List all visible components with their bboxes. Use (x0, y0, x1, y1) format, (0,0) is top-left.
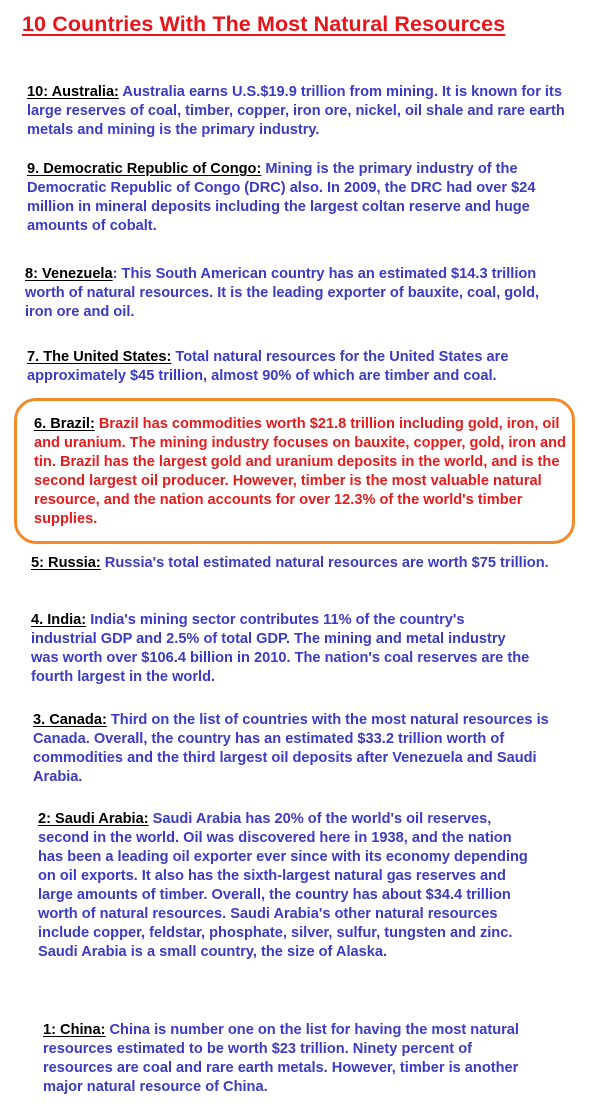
entry-body: Total natural resources for the United States are approximately $45 trillion, almost 90% of which are timber and coal. (27, 349, 509, 384)
entry-heading: 10: Australia: (27, 84, 119, 100)
entry-united-states (27, 348, 567, 386)
entry-australia (27, 83, 567, 140)
entry-body: Russia's total estimated natural resources are worth $75 trillion. (100, 555, 549, 571)
entry-heading: 1: China: (43, 1022, 106, 1038)
entry-heading: 6. Brazil: (34, 416, 95, 432)
entry-heading: 4. India: (31, 612, 87, 628)
entry-india (31, 611, 531, 687)
entry-body: Brazil has commodities worth $21.8 trillion including gold, iron, oil and uranium. The mining industry focuses on bauxite, copper, gold, iron and tin. Brazil has the largest gold and uranium deposits in the world, and is the second largest oil producer. However, timber is the most valuable natural resource, and the nation accounts for over 12.3% of the world's timber supplies. (34, 416, 566, 527)
entry-body: Third on the list of countries with the most natural resources is Canada. Overall, the country has an estimated $33.2 trillion worth of commodities and the third largest oil deposits after Venezuela and Saudi Arabia. (33, 712, 549, 785)
entry-china (43, 1021, 523, 1097)
entry-heading: 8: Venezuela (25, 266, 113, 282)
entry-saudi-arabia (38, 810, 538, 962)
entry-heading: 2: Saudi Arabia: (38, 811, 149, 827)
entry-body: Saudi Arabia has 20% of the world's oil reserves, second in the world. Oil was discovered here in 1938, and the nation has been a leading oil exporter ever since with its economy depending on oil exports. It also has the sixth-largest natural gas reserves and large amounts of timber. Overall, the country has about $34.4 trillion worth of natural resources. Saudi Arabia's other natural resources include copper, feldstar, phosphate, silver, sulfur, tungsten and zinc. Saudi Arabia is a small country, the size of Alaska. (38, 811, 528, 960)
entry-heading: 9. Democratic Republic of Congo: (27, 161, 262, 177)
entry-body: Mining is the primary industry of the Democratic Republic of Congo (DRC) also. In 2009, the DRC had over $24 million in mineral deposits including the largest coltan reserve and huge amounts of cobalt. (27, 161, 536, 234)
entry-body: India's mining sector contributes 11% of the country's industrial GDP and 2.5% of total GDP. The mining and metal industry was worth over $106.4 billion in 2010. The nation's coal reserves are the fourth largest in the world. (31, 612, 530, 685)
entry-canada (33, 711, 553, 787)
entry-russia (31, 554, 556, 573)
entry-venezuela (25, 265, 565, 322)
entry-body: Australia earns U.S.$19.9 trillion from mining. It is known for its large reserves of coal, timber, copper, iron ore, nickel, oil shale and rare earth metals and mining is the primary industry. (27, 84, 565, 138)
entry-drc (27, 160, 572, 236)
entry-brazil (34, 415, 568, 529)
entry-heading: 5: Russia: (31, 555, 101, 571)
entry-heading: 3. Canada: (33, 712, 107, 728)
page-title: 10 Countries With The Most Natural Resources (22, 12, 506, 36)
entry-body: China is number one on the list for having the most natural resources estimated to be worth $23 trillion. Ninety percent of resources are coal and rare earth metals. However, timber is another major natural resource of China. (43, 1022, 519, 1095)
entry-heading: 7. The United States: (27, 349, 172, 365)
entry-body: : This South American country has an estimated $14.3 trillion worth of natural resources. It is the leading exporter of bauxite, coal, gold, iron ore and oil. (25, 266, 540, 320)
